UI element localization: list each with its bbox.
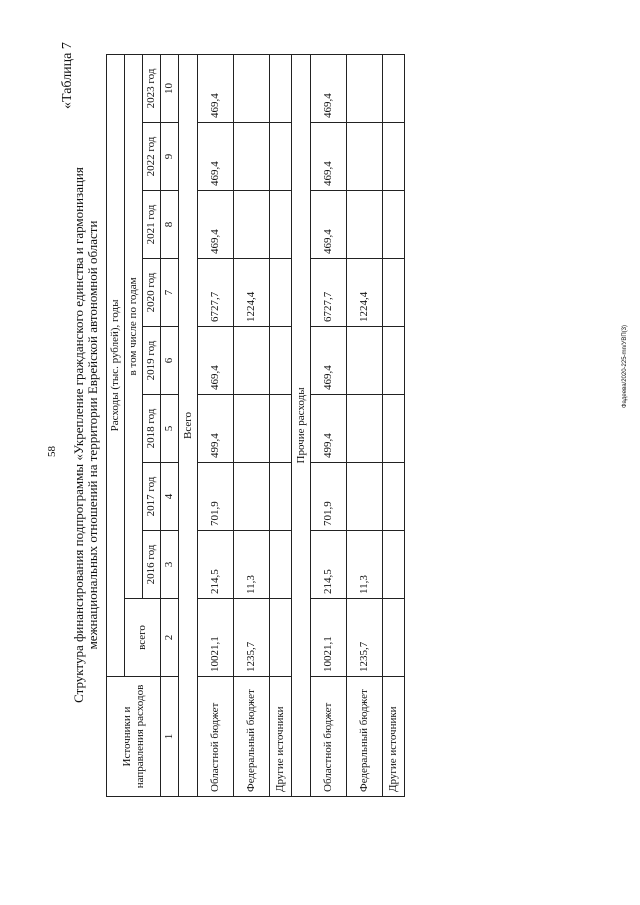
- cell: [270, 599, 292, 677]
- cell: 701,9: [198, 463, 234, 531]
- cell: [383, 191, 405, 259]
- column-number: 2: [161, 599, 179, 677]
- cell: [347, 463, 383, 531]
- table-row: [311, 54, 347, 796]
- cell: [234, 191, 270, 259]
- cell: [347, 395, 383, 463]
- cell: 469,4: [198, 327, 234, 395]
- header-year: 2017 год: [143, 463, 161, 531]
- cell: 499,4: [198, 395, 234, 463]
- cell: [270, 259, 292, 327]
- column-number: 9: [161, 123, 179, 191]
- column-number: 4: [161, 463, 179, 531]
- cell: 1224,4: [234, 259, 270, 327]
- column-number: 5: [161, 395, 179, 463]
- cell: [234, 54, 270, 122]
- header-expenses: Расходы (тыс. рублей), годы: [107, 54, 125, 676]
- cell: 701,9: [311, 463, 347, 531]
- rotated-page: [46, 25, 450, 845]
- cell: [270, 531, 292, 599]
- header-including: в том числе по годам: [125, 54, 143, 598]
- header-total: всего: [125, 599, 161, 677]
- cell: 1235,7: [234, 599, 270, 677]
- table-row: [347, 54, 383, 796]
- section-row: [292, 54, 311, 796]
- cell: [270, 395, 292, 463]
- cell: 469,4: [198, 191, 234, 259]
- cell: [270, 327, 292, 395]
- cell: [270, 123, 292, 191]
- cell: 499,4: [311, 395, 347, 463]
- cell: [383, 259, 405, 327]
- document-title: [72, 25, 100, 845]
- header-year: 2021 год: [143, 191, 161, 259]
- table-label: «Таблица 7: [60, 42, 75, 109]
- cell: [383, 395, 405, 463]
- cell: [234, 123, 270, 191]
- column-number: 8: [161, 191, 179, 259]
- column-number: 1: [161, 677, 179, 797]
- row-name: Федеральный бюджет: [234, 677, 270, 797]
- cell: [347, 191, 383, 259]
- cell: [383, 327, 405, 395]
- cell: [383, 531, 405, 599]
- column-number: 6: [161, 327, 179, 395]
- cell: 1224,4: [347, 259, 383, 327]
- column-number: 3: [161, 531, 179, 599]
- cell: [383, 463, 405, 531]
- table-row: [383, 54, 405, 796]
- cell: 1235,7: [347, 599, 383, 677]
- cell: [347, 123, 383, 191]
- cell: 469,4: [198, 54, 234, 122]
- page-number: 58: [46, 446, 58, 457]
- financing-table: [106, 54, 405, 797]
- cell: 469,4: [311, 54, 347, 122]
- cell: [347, 54, 383, 122]
- cell: 469,4: [311, 191, 347, 259]
- table-row: [270, 54, 292, 796]
- cell: [347, 327, 383, 395]
- row-name: Областной бюджет: [198, 677, 234, 797]
- row-name: Другие источники: [270, 677, 292, 797]
- cell: [270, 463, 292, 531]
- cell: 6727,7: [311, 259, 347, 327]
- footer-code: Фадеева/2020-225-mn/УВП(3): [622, 324, 628, 408]
- cell: [234, 463, 270, 531]
- cell: 214,5: [311, 531, 347, 599]
- section-title: Всего: [179, 54, 198, 796]
- row-name: Другие источники: [383, 677, 405, 797]
- column-number-row: [161, 54, 179, 796]
- cell: [234, 395, 270, 463]
- cell: 469,4: [311, 327, 347, 395]
- cell: 469,4: [311, 123, 347, 191]
- header-sources: Источники и направления расходов: [107, 677, 161, 797]
- cell: 6727,7: [198, 259, 234, 327]
- cell: 214,5: [198, 531, 234, 599]
- table-row: [234, 54, 270, 796]
- cell: [383, 599, 405, 677]
- cell: 10021,1: [198, 599, 234, 677]
- table-row: [198, 54, 234, 796]
- row-name: Областной бюджет: [311, 677, 347, 797]
- cell: [234, 327, 270, 395]
- header-year: 2016 год: [143, 531, 161, 599]
- header-year: 2022 год: [143, 123, 161, 191]
- cell: 11,3: [234, 531, 270, 599]
- header-year: 2019 год: [143, 327, 161, 395]
- cell: 10021,1: [311, 599, 347, 677]
- header-year: 2020 год: [143, 259, 161, 327]
- row-name: Федеральный бюджет: [347, 677, 383, 797]
- section-row: [179, 54, 198, 796]
- cell: 469,4: [198, 123, 234, 191]
- column-number: 7: [161, 259, 179, 327]
- cell: [383, 123, 405, 191]
- title-line-1: Структура финансирования подпрограммы «Укрепление гражданского единства и гармонизация: [71, 167, 86, 703]
- section-title: Прочие расходы: [292, 54, 311, 796]
- title-line-2: межнациональных отношений на территории Еврейской автономной области: [85, 220, 100, 650]
- cell: [270, 191, 292, 259]
- header-row-1: [107, 54, 125, 796]
- cell: [270, 54, 292, 122]
- column-number: 10: [161, 54, 179, 122]
- cell: [383, 54, 405, 122]
- cell: 11,3: [347, 531, 383, 599]
- header-year: 2023 год: [143, 54, 161, 122]
- header-year: 2018 год: [143, 395, 161, 463]
